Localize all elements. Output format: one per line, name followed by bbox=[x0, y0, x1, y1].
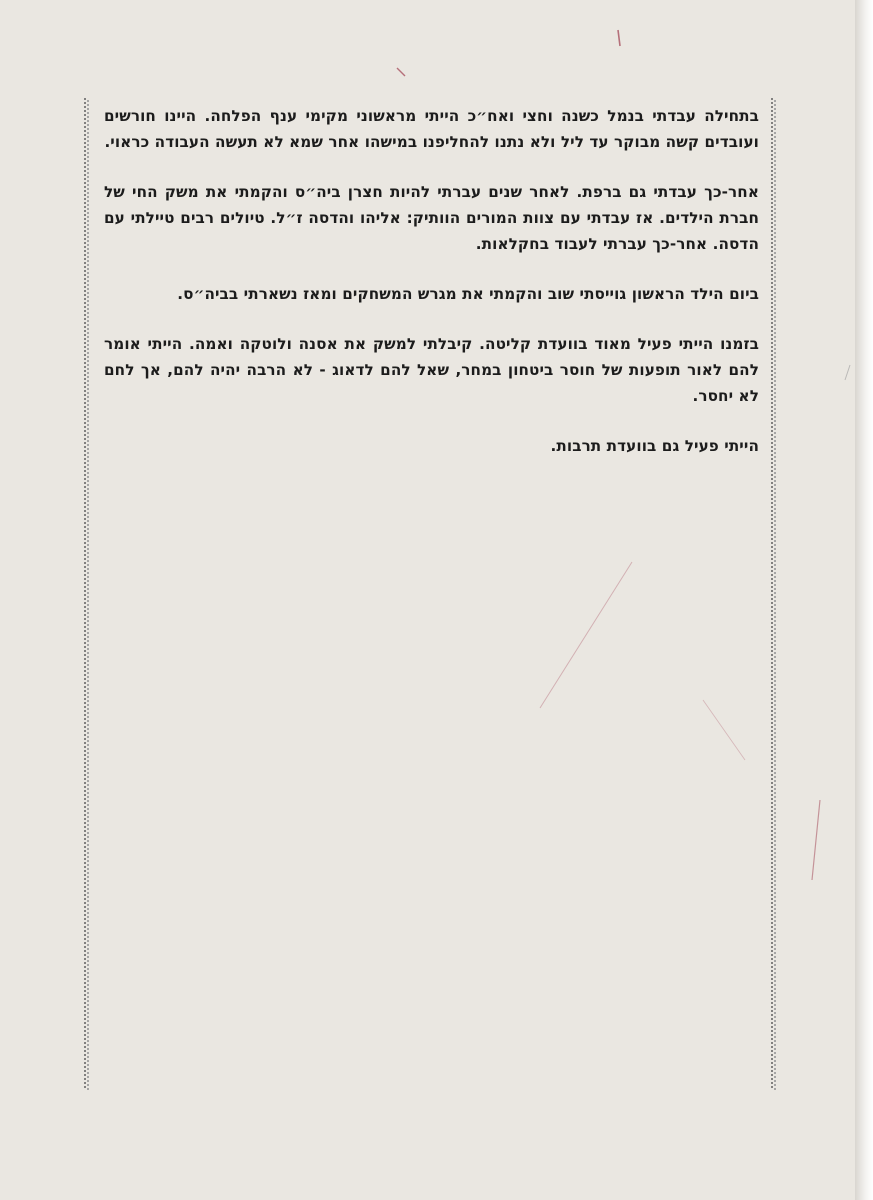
paragraph-3: ביום הילד הראשון גוייסתי שוב והקמתי את מגרש המשחקים ומאז נשארתי בביה״ס. bbox=[177, 285, 759, 303]
stray-mark-top bbox=[618, 30, 620, 46]
left-decorative-border bbox=[84, 98, 89, 1090]
memoir-text bbox=[104, 103, 759, 483]
scan-edge-shadow bbox=[855, 0, 873, 1200]
paragraph-5: הייתי פעיל גם בוועדת תרבות. bbox=[550, 437, 759, 455]
paragraph-4: בזמנו הייתי פעיל מאוד בוועדת קליטה. קיבלתי למשק את אסנה ולוטקה ואמה. הייתי אומר להם לאור תופעות של חוסר ביטחון במחר, שאל להם לדאוג - לא הרבה יהיה להם, אך לחם לא יחסר. bbox=[104, 335, 759, 405]
paragraph-1: בתחילה עבדתי בנמל כשנה וחצי ואח״כ הייתי מראשוני מקימי ענף הפלחה. היינו חורשים ועובדים קשה מבוקר עד ליל ולא נתנו להחליפנו במישהו אחר שמא לא תעשה העבודה כראוי. bbox=[104, 107, 759, 151]
stray-mark-right bbox=[812, 800, 820, 880]
paragraph-2: אחר-כך עבדתי גם ברפת. לאחר שנים עברתי להיות חצרן ביה״ס והקמתי את משק החי של חברת הילדים. אז עבדתי עם צוות המורים הוותיק: אליהו והדסה ז״ל. טיולים רבים טיילתי עם הדסה. אחר-כך עברתי לעבוד בחקלאות. bbox=[104, 183, 759, 253]
stray-mark-diagonal bbox=[540, 562, 632, 708]
stray-mark-middle bbox=[703, 700, 745, 760]
stray-mark-edge bbox=[845, 365, 850, 380]
stray-mark-small bbox=[397, 68, 405, 76]
right-decorative-border bbox=[771, 98, 776, 1090]
